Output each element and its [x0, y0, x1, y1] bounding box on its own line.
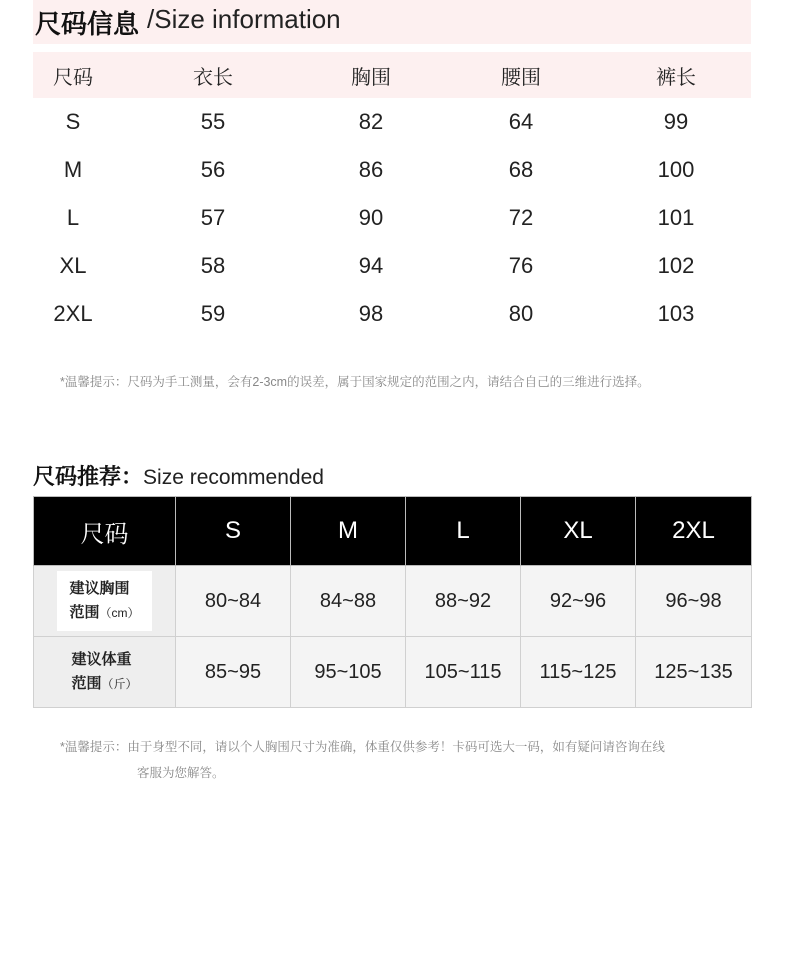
header-pants-length: 裤长: [656, 66, 696, 89]
measurement-note: *温馨提示：尺码为手工测量，会有2-3cm的误差，属于国家规定的范围之内，请结合自己的三维进行选择。: [60, 375, 650, 389]
weight-value: 105~115: [406, 637, 521, 708]
cell-pants-length: 100: [657, 157, 695, 182]
table-row: [33, 290, 751, 338]
cell-length: 56: [200, 157, 226, 182]
recommend-title: [33, 460, 324, 491]
chest-value: 88~92: [406, 566, 521, 637]
chest-unit: （cm）: [99, 606, 140, 620]
size-info-title-bar: [33, 0, 751, 44]
weight-value: 95~105: [291, 637, 406, 708]
cell-length: 59: [200, 301, 226, 326]
recommend-title-en: Size recommended: [143, 466, 324, 489]
size-info-table: [33, 52, 751, 338]
cell-waist: 72: [508, 205, 534, 230]
size-info-title-zh: 尺码信息: [35, 9, 140, 39]
recommend-note-line1: *温馨提示：由于身型不同，请以个人胸围尺寸为准确，体重仅供参考！卡码可选大一码，如有疑问请咨询在线: [60, 740, 665, 754]
cell-length: 58: [200, 253, 226, 278]
recommend-note-line2: 客服为您解答。: [137, 766, 225, 780]
rec-header-size: 尺码: [34, 497, 176, 566]
cell-pants-length: 103: [657, 301, 695, 326]
chest-value: 92~96: [521, 566, 636, 637]
cell-pants-length: 99: [663, 109, 689, 134]
rec-header-2xl: 2XL: [636, 497, 752, 566]
size-info-title-en: /Size information: [147, 4, 341, 34]
size-info-header-row: [33, 52, 751, 98]
cell-waist: 64: [508, 109, 534, 134]
cell-size: 2XL: [53, 301, 93, 326]
chest-label-line2: 范围: [69, 604, 100, 621]
chest-value: 84~88: [291, 566, 406, 637]
weight-value: 125~135: [636, 637, 752, 708]
header-waist: 腰围: [501, 66, 541, 89]
weight-value: 85~95: [176, 637, 291, 708]
table-row: [33, 194, 751, 242]
weight-label: [71, 648, 137, 696]
weight-label-cell: [34, 637, 176, 708]
cell-chest: 82: [358, 109, 384, 134]
cell-length: 57: [200, 205, 226, 230]
chest-label-line1: 建议胸围: [69, 580, 130, 597]
recommend-note: [60, 734, 760, 786]
cell-size: XL: [59, 253, 87, 278]
cell-size: L: [66, 205, 80, 230]
rec-header-l: L: [406, 497, 521, 566]
cell-pants-length: 102: [657, 253, 695, 278]
chest-label: [57, 571, 151, 631]
recommend-table: [33, 496, 752, 708]
rec-header-xl: XL: [521, 497, 636, 566]
chest-value: 96~98: [636, 566, 752, 637]
table-row: [33, 98, 751, 146]
chest-value: 80~84: [176, 566, 291, 637]
rec-header-m: M: [291, 497, 406, 566]
recommend-weight-row: [34, 637, 752, 708]
cell-size: S: [65, 109, 81, 134]
cell-chest: 98: [358, 301, 384, 326]
cell-size: M: [63, 157, 83, 182]
weight-unit: （斤）: [101, 677, 138, 691]
header-length: 衣长: [193, 66, 233, 89]
recommend-title-zh: 尺码推荐：: [33, 464, 144, 489]
cell-waist: 76: [508, 253, 534, 278]
cell-chest: 86: [358, 157, 384, 182]
weight-label-line1: 建议体重: [71, 651, 132, 668]
recommend-chest-row: [34, 566, 752, 637]
rec-header-s: S: [176, 497, 291, 566]
table-row: [33, 146, 751, 194]
header-chest: 胸围: [351, 66, 391, 89]
cell-length: 55: [200, 109, 226, 134]
cell-waist: 80: [508, 301, 534, 326]
weight-value: 115~125: [521, 637, 636, 708]
chest-label-cell: [34, 566, 176, 637]
weight-label-line2: 范围: [71, 675, 102, 692]
cell-waist: 68: [508, 157, 534, 182]
recommend-header-row: [34, 497, 752, 566]
cell-chest: 94: [358, 253, 384, 278]
header-size: 尺码: [53, 66, 93, 89]
cell-pants-length: 101: [657, 205, 695, 230]
cell-chest: 90: [358, 205, 384, 230]
table-row: [33, 242, 751, 290]
